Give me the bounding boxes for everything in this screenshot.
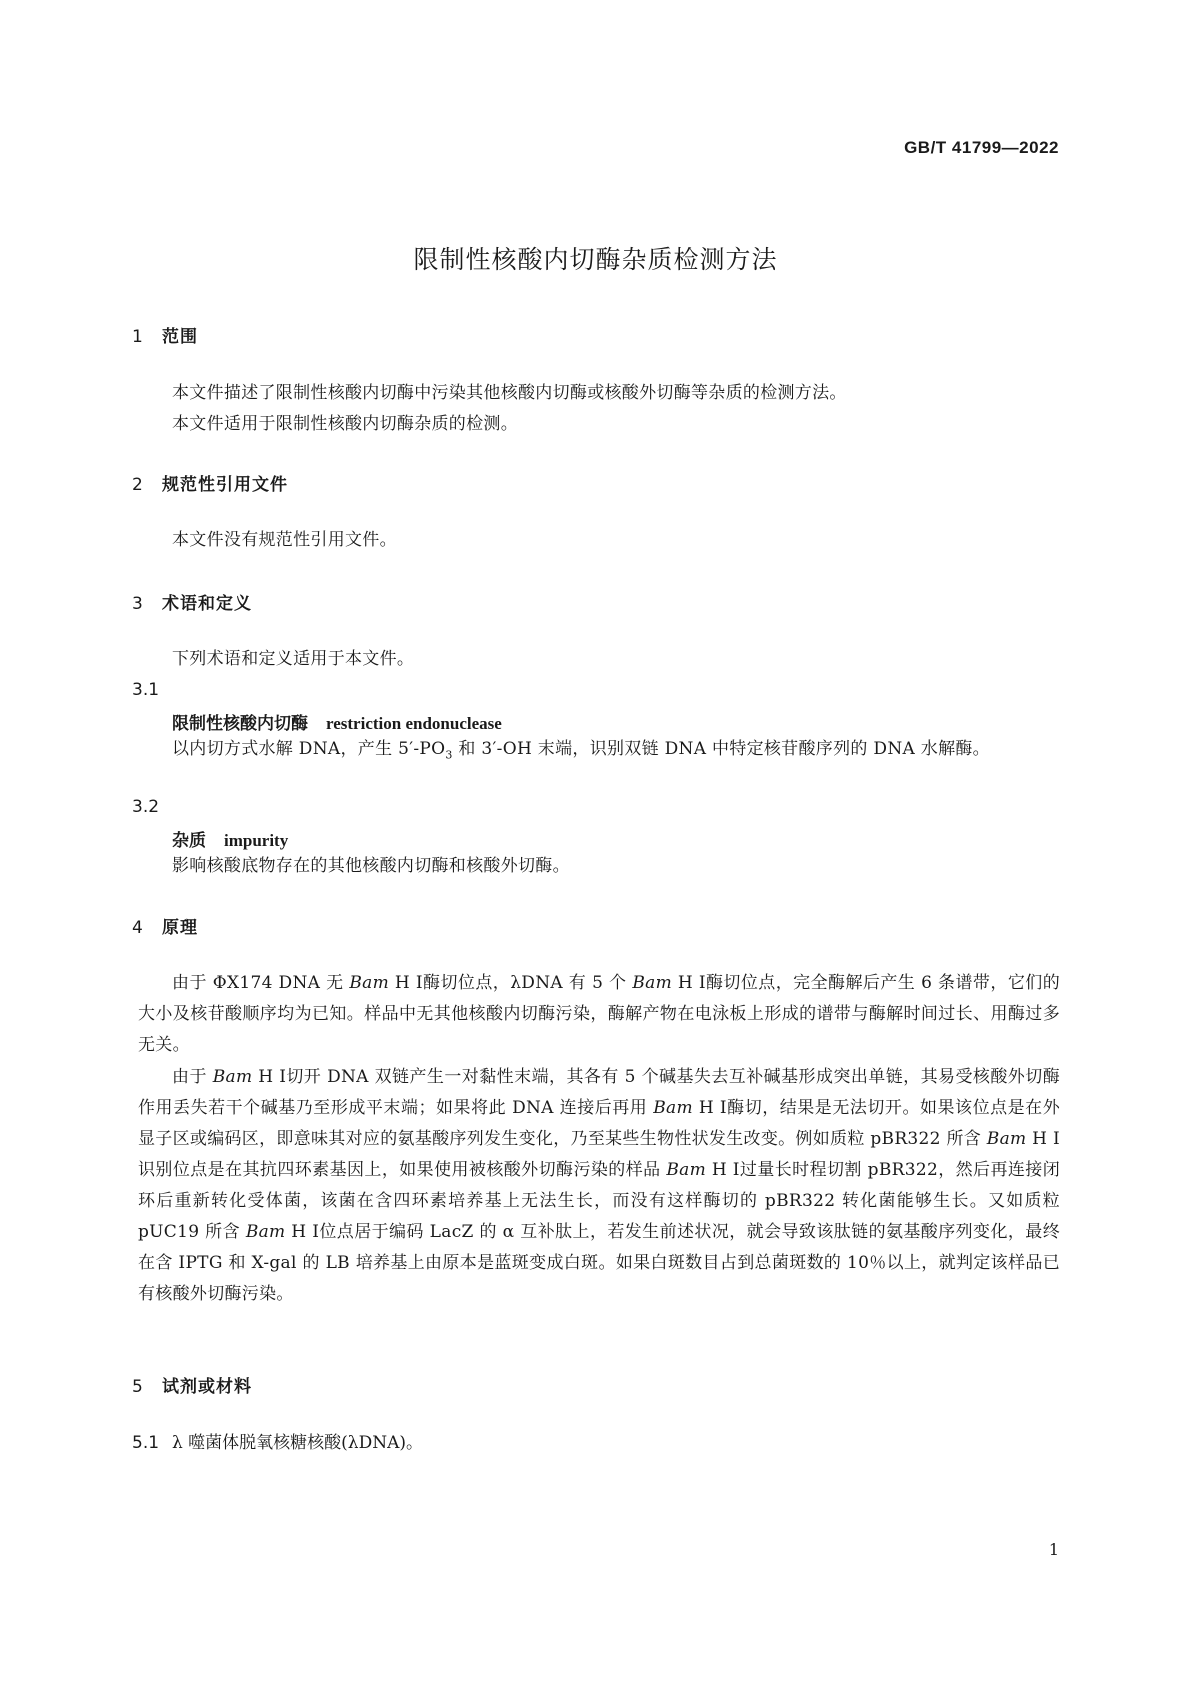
section-2-paragraph-1: 本文件没有规范性引用文件。: [172, 530, 397, 550]
italic-term: Bam: [245, 1222, 286, 1242]
section-3-intro: 下列术语和定义适用于本文件。: [172, 649, 415, 669]
term-en: impurity: [224, 831, 289, 850]
page-number: 1: [1048, 1540, 1059, 1559]
section-4-paragraph-1: [138, 968, 1060, 1061]
section-number: 2: [132, 475, 144, 495]
document-title: 限制性核酸内切酶杂质检测方法: [413, 245, 778, 274]
section-4-paragraph-2: [138, 1062, 1060, 1310]
section-title: 原理: [162, 918, 198, 938]
italic-term: Bam: [632, 973, 672, 993]
section-2-heading: [132, 470, 288, 495]
section-3-heading: [132, 589, 252, 614]
text-run: 由于 ΦX174 DNA 无: [172, 973, 350, 993]
text-run: H Ⅰ过量长时程切割 pBR322，然后再连接闭环后重新转化受体菌，该菌在含四环素培养基上无法生长，而没有这样酶切的 pBR322 转化菌能够生长。又如质粒 pUC19 所含: [138, 1160, 1061, 1242]
item-number: 5.1: [132, 1433, 160, 1453]
text-run: H Ⅰ识别位点是在其抗四环素基因上，如果使用被核酸外切酶污染的样品: [138, 1129, 1060, 1180]
text-run: H Ⅰ酶切位点，完全酶解后产生 6 条谱带，它们的大小及核苷酸顺序均为已知。样品中无其他核酸内切酶污染，酶解产物在电泳板上形成的谱带与酶解时间过长、用酶过多无关。: [138, 973, 1060, 1055]
italic-term: Bam: [666, 1160, 707, 1180]
italic-term: Bam: [349, 973, 390, 993]
text-run: H Ⅰ酶切，结果是无法切开。如果该位点是在外显子区或编码区，即意味其对应的氨基酸序列发生变化，乃至某些生物性状发生改变。例如质粒 pBR322 所含: [138, 1098, 1060, 1149]
term-zh: 杂质: [172, 831, 206, 851]
italic-term: Bam: [653, 1098, 693, 1118]
text-run: 由于: [172, 1067, 213, 1087]
term-3-1-number: 3.1: [132, 680, 160, 700]
item-text: λ 噬菌体脱氧核糖核酸(λDNA)。: [172, 1433, 423, 1453]
term-3-2-heading: [172, 826, 288, 851]
section-number: 4: [132, 918, 144, 938]
term-3-1-heading: [172, 709, 502, 734]
section-number: 1: [132, 327, 144, 347]
definition-subscript: 3: [445, 748, 453, 762]
section-number: 3: [132, 594, 144, 614]
section-4-heading: [132, 913, 198, 938]
section-1-heading: [132, 322, 198, 347]
section-1-paragraph-1: 本文件描述了限制性核酸内切酶中污染其他核酸内切酶或核酸外切酶等杂质的检测方法。: [172, 383, 847, 403]
definition-part: 和 3′-OH 末端，识别双链 DNA 中特定核苷酸序列的 DNA 水解酶。: [452, 739, 990, 759]
section-title: 术语和定义: [162, 594, 252, 614]
term-en: restriction endonuclease: [326, 714, 502, 733]
section-number: 5: [132, 1377, 144, 1397]
section-5-heading: [132, 1372, 252, 1397]
section-title: 试剂或材料: [162, 1377, 252, 1397]
definition-part: 以内切方式水解 DNA，产生 5′-PO: [172, 739, 446, 759]
term-3-2-definition: 影响核酸底物存在的其他核酸内切酶和核酸外切酶。: [172, 856, 570, 876]
term-3-2-number: 3.2: [132, 797, 160, 817]
text-run: H Ⅰ切开 DNA 双链产生一对黏性末端，其各有 5 个碱基失去互补碱基形成突出单链，其易受核酸外切酶作用丢失若干个碱基乃至形成平末端；如果将此 DNA 连接后再用: [138, 1067, 1060, 1118]
text-run: H Ⅰ酶切位点，λDNA 有 5 个: [389, 973, 633, 993]
term-zh: 限制性核酸内切酶: [172, 714, 308, 734]
text-run: H Ⅰ位点居于编码 LacZ 的 α 互补肽上，若发生前述状况，就会导致该肽链的氨基酸序列变化，最终在含 IPTG 和 X-gal 的 LB 培养基上由原本是蓝斑变成白斑。如果白斑数目占到总菌斑数的 10％以上，就判定该样品已有核酸外切酶污染。: [138, 1222, 1061, 1304]
italic-term: Bam: [212, 1067, 253, 1087]
section-1-paragraph-2: 本文件适用于限制性核酸内切酶杂质的检测。: [172, 414, 518, 434]
section-title: 范围: [162, 327, 198, 347]
italic-term: Bam: [986, 1129, 1027, 1149]
standard-code: GB/T 41799—2022: [904, 138, 1059, 157]
term-3-1-definition: [138, 734, 1060, 770]
item-5-1: [132, 1428, 423, 1453]
section-title: 规范性引用文件: [162, 475, 288, 495]
